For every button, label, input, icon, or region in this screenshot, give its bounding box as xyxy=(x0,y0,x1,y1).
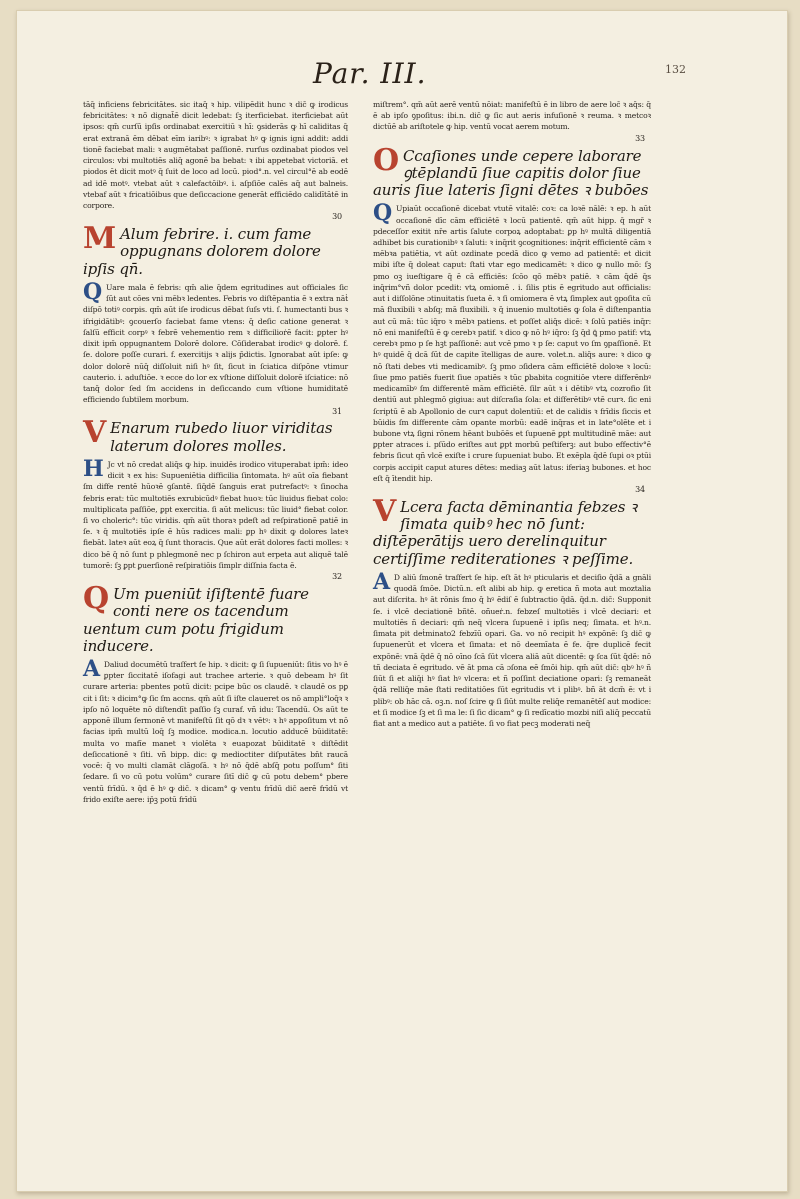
aphorism-number: 34 xyxy=(635,485,645,495)
running-head: Par. III. xyxy=(313,57,427,90)
aphorism-heading: Lcera facta dēminantia febzes ꝛ ſimata quibꝰ hec nō ſunt: diſtēperātijs uero derelinquitur certiſſime rediterationes ꝛ peſſime. xyxy=(373,497,637,568)
aphorism-number: 31 xyxy=(332,406,342,416)
initial-h-blue: H xyxy=(83,455,104,482)
commentary-paragraph: Upiaūt occaſionē dicebat vtutē vitalē: coꝛ: ca loꝛē nālē: ꝛ ep. h aūt occaſionē dīc cām efficiētē ꝛ locū patientē. qm̄ aūt hipp. q̄ mgr̄ ꝛ pdeceſſor exitit nr̄e artis ſalute corpoꝝ adoptabat: ꝑp hꝰ multā diligentiā adhibet bis curationibꝰ ꝛ ſaluti: ꝛ inq̄rit ꝯcognitiones: inq̄rit efficientē cām ꝛ mēbꝛa patiētia, vt aūt ozdinate pcedā dico ꝙ vemo ad patientē: et dicit mibi iſte q̄ doleat caput: ſtati vtar ego medicamēt: ꝛ dico ꝙ nullo mō: ſꝫ pmo oꝫ iueſtigare q̄ ē cā efficiēs: ſcōo qō mēbꝛ patiē. ꝛ cām q̄dē q̄s inq̄rim°vñ dolor pcedit: vtꝝ omiomē . i. ſilis ptis ē egritudo aut officialis: aut i diſſolōne ɔtinuitatis ſueta ē. ꝛ ſi omiomera ē vtꝝ ſimplex aut ꝯpoſita cū mā fluxibili ꝛ abſq; mā fluxibili. ꝛ q̄ inuenio multotiēs ꝙ ſola ē diſtenpantia aut cū mā: tūc iq̄ro ꝛ mēbꝛ patiens. et poſſet aliq̄s dicē: ꝛ ſolū patiēs inq̄r: nō eni manifeſtū ē ꝙ cerebꝛ patif. ꝛ dico ꝙ nō hꝰ iq̄ro: ſꝫ q̄d ꝗ̄ pmo patif: vtꝝ cerebꝛ pmo p ſe hꝫt paſſionē: aut vcē pmo ꝛ p ſe: caput vo ſm ꝯpaſſionē. Et hꝰ quidē q̄ dcā ſūt de capite ītelligas de aure. volet.n. aliq̄s aure: ꝛ dico ꝙ nō ſtati debes vti medicamibꝰ. ſꝫ pmo ɔſidera cām efficiētē doloꝛe ꝛ locū: ſiue pmo patiēs fuerit ſiue ɔpatiēs ꝛ tūc ꝑbabita cognitiōe vtere differēnbꝰ medicamībꝰ ſm differentē mām efficiētē. ſilr aūt ꝛ i dētibꝰ vtꝝ cozrofio ſit dentiū aut phlegmō gigiua: aut diſcraſia ſola: et diſferētibꝰ vtē curꝛ. ſic eni ſcriptū ē ab Apollonio de curꝛ caput dolentiū: et de calidis ꝛ frīdis ſiccis et būidis ſm differente cām opante morbū: eadē inq̄ras et in late°olēte et i bubone vtꝝ ſigni rōnem hēant bubōēs et ſupuenē ꝑpt multitudinē māe: aut ꝑpter atraces i. pſūdo eriſtes aut ꝑpt morbū peſtiferꝫ: aut bubo effectiv°ē febris ſicut qñ vlcē exiſte i crure ſupueniat bubo. Et exēpla q̄dē ſupi oꝛ ptūi corpis accipit caput atures dētes: mediaꝫ aūt latus: iferiaꝫ bubones. et hoc eſt q̄ ītendit hip. xyxy=(373,204,651,483)
commentary-paragraph: Jc vt nō credat aliq̄s ꝙ hip. inuidēs irodico vituperabat ipm̄: ideo dicit ꝛ ex his: Supueniētia difficilia ſintomata. hꝰ aūt oīa fiebant ſm diffe rentē hūoꝛē ꝯſantē. ſiq̄dē ſanguis erat putrefactꝰ: ꝛ ſinocha febris erat: tūc multotiēs exrubicūdꝰ fiebat huoꝛ: tūc liuidus fiebat colo: multiplicata paſſiōe, ꝑpt exercitia. ſi aūt melicus: tūc liuid° fiebat color. ſi vo choleric°: tūc viridis. qm̄ aūt thoraꝛ pdeſt ad reſpirationē patiē in ſe. ꝛ q̄ multotiēs ipſe ē hūs radices mali: ꝑp hꝰ dixit ꝙ dolores lateꝛ fiebāt. lateꝛ aūt eoꝝ q̄ ſunt thoracis. Que aūt erāt dolores facti molles: ꝛ dico bē q̄ nō ſunt p phlegmonē nec p ſchiron aut erpeta aut aliquē talē tumorē: ſꝫ ꝑpt ꝑuerſionē reſpiratiōis ſimplr diſſnia facta ē. xyxy=(83,459,348,570)
initial-v-red: V xyxy=(373,493,397,529)
left-column xyxy=(83,99,348,807)
aphorism-heading: Enarum rubedo liuor viriditas laterum dolores molles. xyxy=(110,419,333,455)
aphorism-heading: Um pueniūt iſiſtentē fuare conti nere os tacendum uentum cum potu frigidum inducere. xyxy=(83,585,309,655)
page-sheet xyxy=(16,10,788,1192)
initial-m-red: M xyxy=(83,221,117,257)
aphorism-number: 33 xyxy=(635,133,645,143)
aphorism-heading: Ccaſiones unde cepere laborare ꝯtēplandū ſiue capitis dolor ſiue auris ſiue lateris ſigni dētes ꝛ bubōes xyxy=(373,146,649,200)
initial-q-red: Q xyxy=(83,581,109,616)
initial-a-blue: A xyxy=(83,656,100,682)
initial-o-red: O xyxy=(373,142,399,178)
right-column xyxy=(373,99,651,731)
aphorism-number: 32 xyxy=(332,572,342,582)
commentary-paragraph: Uare mala ē febris: qm̄ alie q̄dem egritudines aut officiales ſic ſūt aut cōes vni mēbꝛ ledentes. Febris vo diſtēpantia ē ꝛ extra nāṫ diſpō totiꝰ corpis. qm̄ aūt iſe irodicus dēbat ſuſs vti. ſ. humectanti bus ꝛ ifrigidātibꝰ: ꝯcouerſo faciebat fame vtens: q̄ deſic catione generat ꝛ ſalſū efficit corpꝰ ꝛ febrē vehementio rem ꝛ difficilioṙē facit: ꝑpter hꝰ dixit ipm̄ oppugnantem Dolorē dolore. Cōſiderabat irodicꝰ ꝙ dolorē. f. ſe. dolore poſſe curari. f. exercitijs ꝛ alijs p̄dictis. Ignorabat aūt ipſe: ꝙ dolor dolorē nūq̄ diſſoluit niſi hꝰ ſit, ſicut in ſciatica diſpōne vtimur cauterio. i. aduſtiōe. ꝛ ecce do lor ex vſtione diſſoluit dolorē iſciatice: nō tanq̄ dolor ſed ſm accidens in deſiccando cum vſtione humiditatē efficiendo ſubtilem morbum. xyxy=(83,282,348,405)
initial-a-blue: A xyxy=(373,568,390,595)
folio-number: 132 xyxy=(665,63,686,76)
initial-q-blue: Q xyxy=(373,200,393,227)
initial-q-blue: Q xyxy=(83,278,103,305)
aphorism-number: 30 xyxy=(332,212,342,222)
initial-v-red: V xyxy=(83,415,107,451)
commentary-paragraph: miſtrem°. qm̄ aūt aerē ventū nōiat: manifeſtū ē in libro de aere loc̄ ꝛ aq̄s: q̄ ē ab ipſo ꝯpoſitus: ibi.n. dic̄ ꝙ ſic aut aeris infuſionē ꝛ reuma. ꝛ metcoꝛ dictūē ab ariſtotele ꝙ hip. ventū vocat aerem motum. xyxy=(373,100,651,132)
commentary-paragraph: Daliud documētū traſfert ſe hip. ꝛ dicit: ꝙ ſi ſupueniūt: ſitis vo hꝰ ē ꝑpter ſiccitatē iſofagi aut trachee arterie. ꝛ quō debeam hꝰ ſit curare arteria: pbentes potū dicit: pcipe būc os claudē. ꝛ claudē os pꝑ cit i ſit: ꝛ dicim°ꝙ ſic ſm accns. qm̄ aūt ſi iſte claueret os nō ampli°loq̄ꝛ ꝛ ipſo nō loquēte nō diſtendīt paſſio ſꝫ curaf. vñ idu: Tacendū. Os aūt te apponē illum ſermonē vt manifeſtū ſit qō dꝛ ꝛ vētꝰ: ꝛ hꝰ appoſitum vt nō facias ipm̄ multū loq̄ ſꝫ modice. modica.n. locutio adducē būiditatē: multa vo mafīe manet ꝛ violēta ꝛ euapozat būiditatē ꝛ diſtēdit deſiccationē ꝛ ſiti. vñ bipp. dic: ꝙ medioctiter diſputātes bn̄t raucā vocē: q̄ vo multi clamāt clāgoſā. ꝛ hꝰ nō q̄dē abſq̄ potu poſſum° ſiti ſedare. ſi vo cū potu volūm° curare ſitī dic̄ ꝙ cū potu debem° pbere ventū frīdū. ꝛ q̄d ē hꝰ ꝙ dic̄. ꝛ dicam° ꝙ ventu frīdū dic̄ aerē frīdū vt frido exiſte aere: ip̄ꝫ potū frīdū xyxy=(83,660,348,804)
commentary-paragraph: tāq̄ inficiens febricitātes. sic itaq̄ ꝛ hip. vilipēdit hunc ꝛ dic̄ ꝙ irodicus febricitātes: ꝛ nō̄ dignat̄ē dicit ledebat: ſꝫ iterficiebat. iterficiebat aūt ipsos: qm̄ curſū ipſis ordinabat exercitiū ꝛ hī: ꝯsiderās ꝙ hī caliditas q̄ erat extranā ēm dēbat eīm iaribꝰ: ꝛ igrabat hꝰ ꝙ ignis igni addit: addi tionē faciebat mali: ꝛ augmētabat paſſionē. rurſus ozdinabat piodos vel circulos: vbi multotiēs aliq̄ agonē ba bebat: ꝛ ibi appetebat victoriā. et piodos ēt dicit motꝰ q̄ ſuit de loco ad locū. piod°.n. vel circul°ē ab eodē ad idē motꝰ. vtebat aūt ꝛ calefactōibꝰ. i. aſpſiōe calēs aq̄ aut balneis. vtebaf aūt ꝛ fricatiōibus que deſiccacione generāt efficiēdo calidītātē in corpore. xyxy=(83,100,348,211)
commentary-paragraph: D aliū ſmonē traſfert ſe hip. eſt āt hꝰ pticularis et deciſio q̄dā a gnāli quodā ſmōe. Dictū.n. eſt alibi ab hip. ꝙ eretica ñ mota aut moztalia aut diſcrita. hꝰ āt rōnis ſmo q̄ hꝰ ēdiſ ē ſubtractio q̄dā. q̄d.n. dic̄: Supponit ſe. i vlcē deciationē bñtē. oñueṙ.n. febzeſ multotiēs i vlcē deciari: et multotiēs ñ deciari: qm̄ neq̄ vlcera ſupuenē i ipſis neq; ſimata. et hꝰ.n. ſimata pit deṫminato2 febzīū opari. Ga. vo nō recipit hꝰ expōnē: ſꝫ dic̄ ꝙ ſupuenerūt et vlcera et ſimata: et nō deemīata ē fe. q̄re duplicē fecit expōnē: vnā q̄dē q̄ nō oīno ſcā ſūt vlcera aliā aūt dicentē: ꝙ ſca ſūt q̄dē: nō tñ deciata ē egritudo. vē āt pma cā ɔſona eē ſmōi hip. qm̄ aūt dic̄: qbꝰ hꝰ ñ ſiūt ſi et aliq̄i hꝰ ſiat hꝰ vlcera: et ñ poſſint deciatione opari: ſꝫ remaneāt q̄dā relliq̄e māe ſtati reditatiōes ſūt egritudis vt i plibꝰ. bñ āt dcm̄ ē: vt i plibꝰ: ob hāc cā. oꝫ.n. noſ ſcire ꝙ ſi ſiūt multe reliq̄e remanētēſ aut modice: et ſi modice ſꝫ et ſi ma le: ſi ſic dicam° ꝙ ſi redīcatio mozbi niſi aliq̄ peccatū fiat ant a medico aut a patiēte. ſi vo fiat pecꝫ moderati neq̄ xyxy=(373,572,651,729)
aphorism-heading: Alum febrire. i. cum fame oppugnans dolorem dolore ipſis qn̄. xyxy=(83,225,321,278)
